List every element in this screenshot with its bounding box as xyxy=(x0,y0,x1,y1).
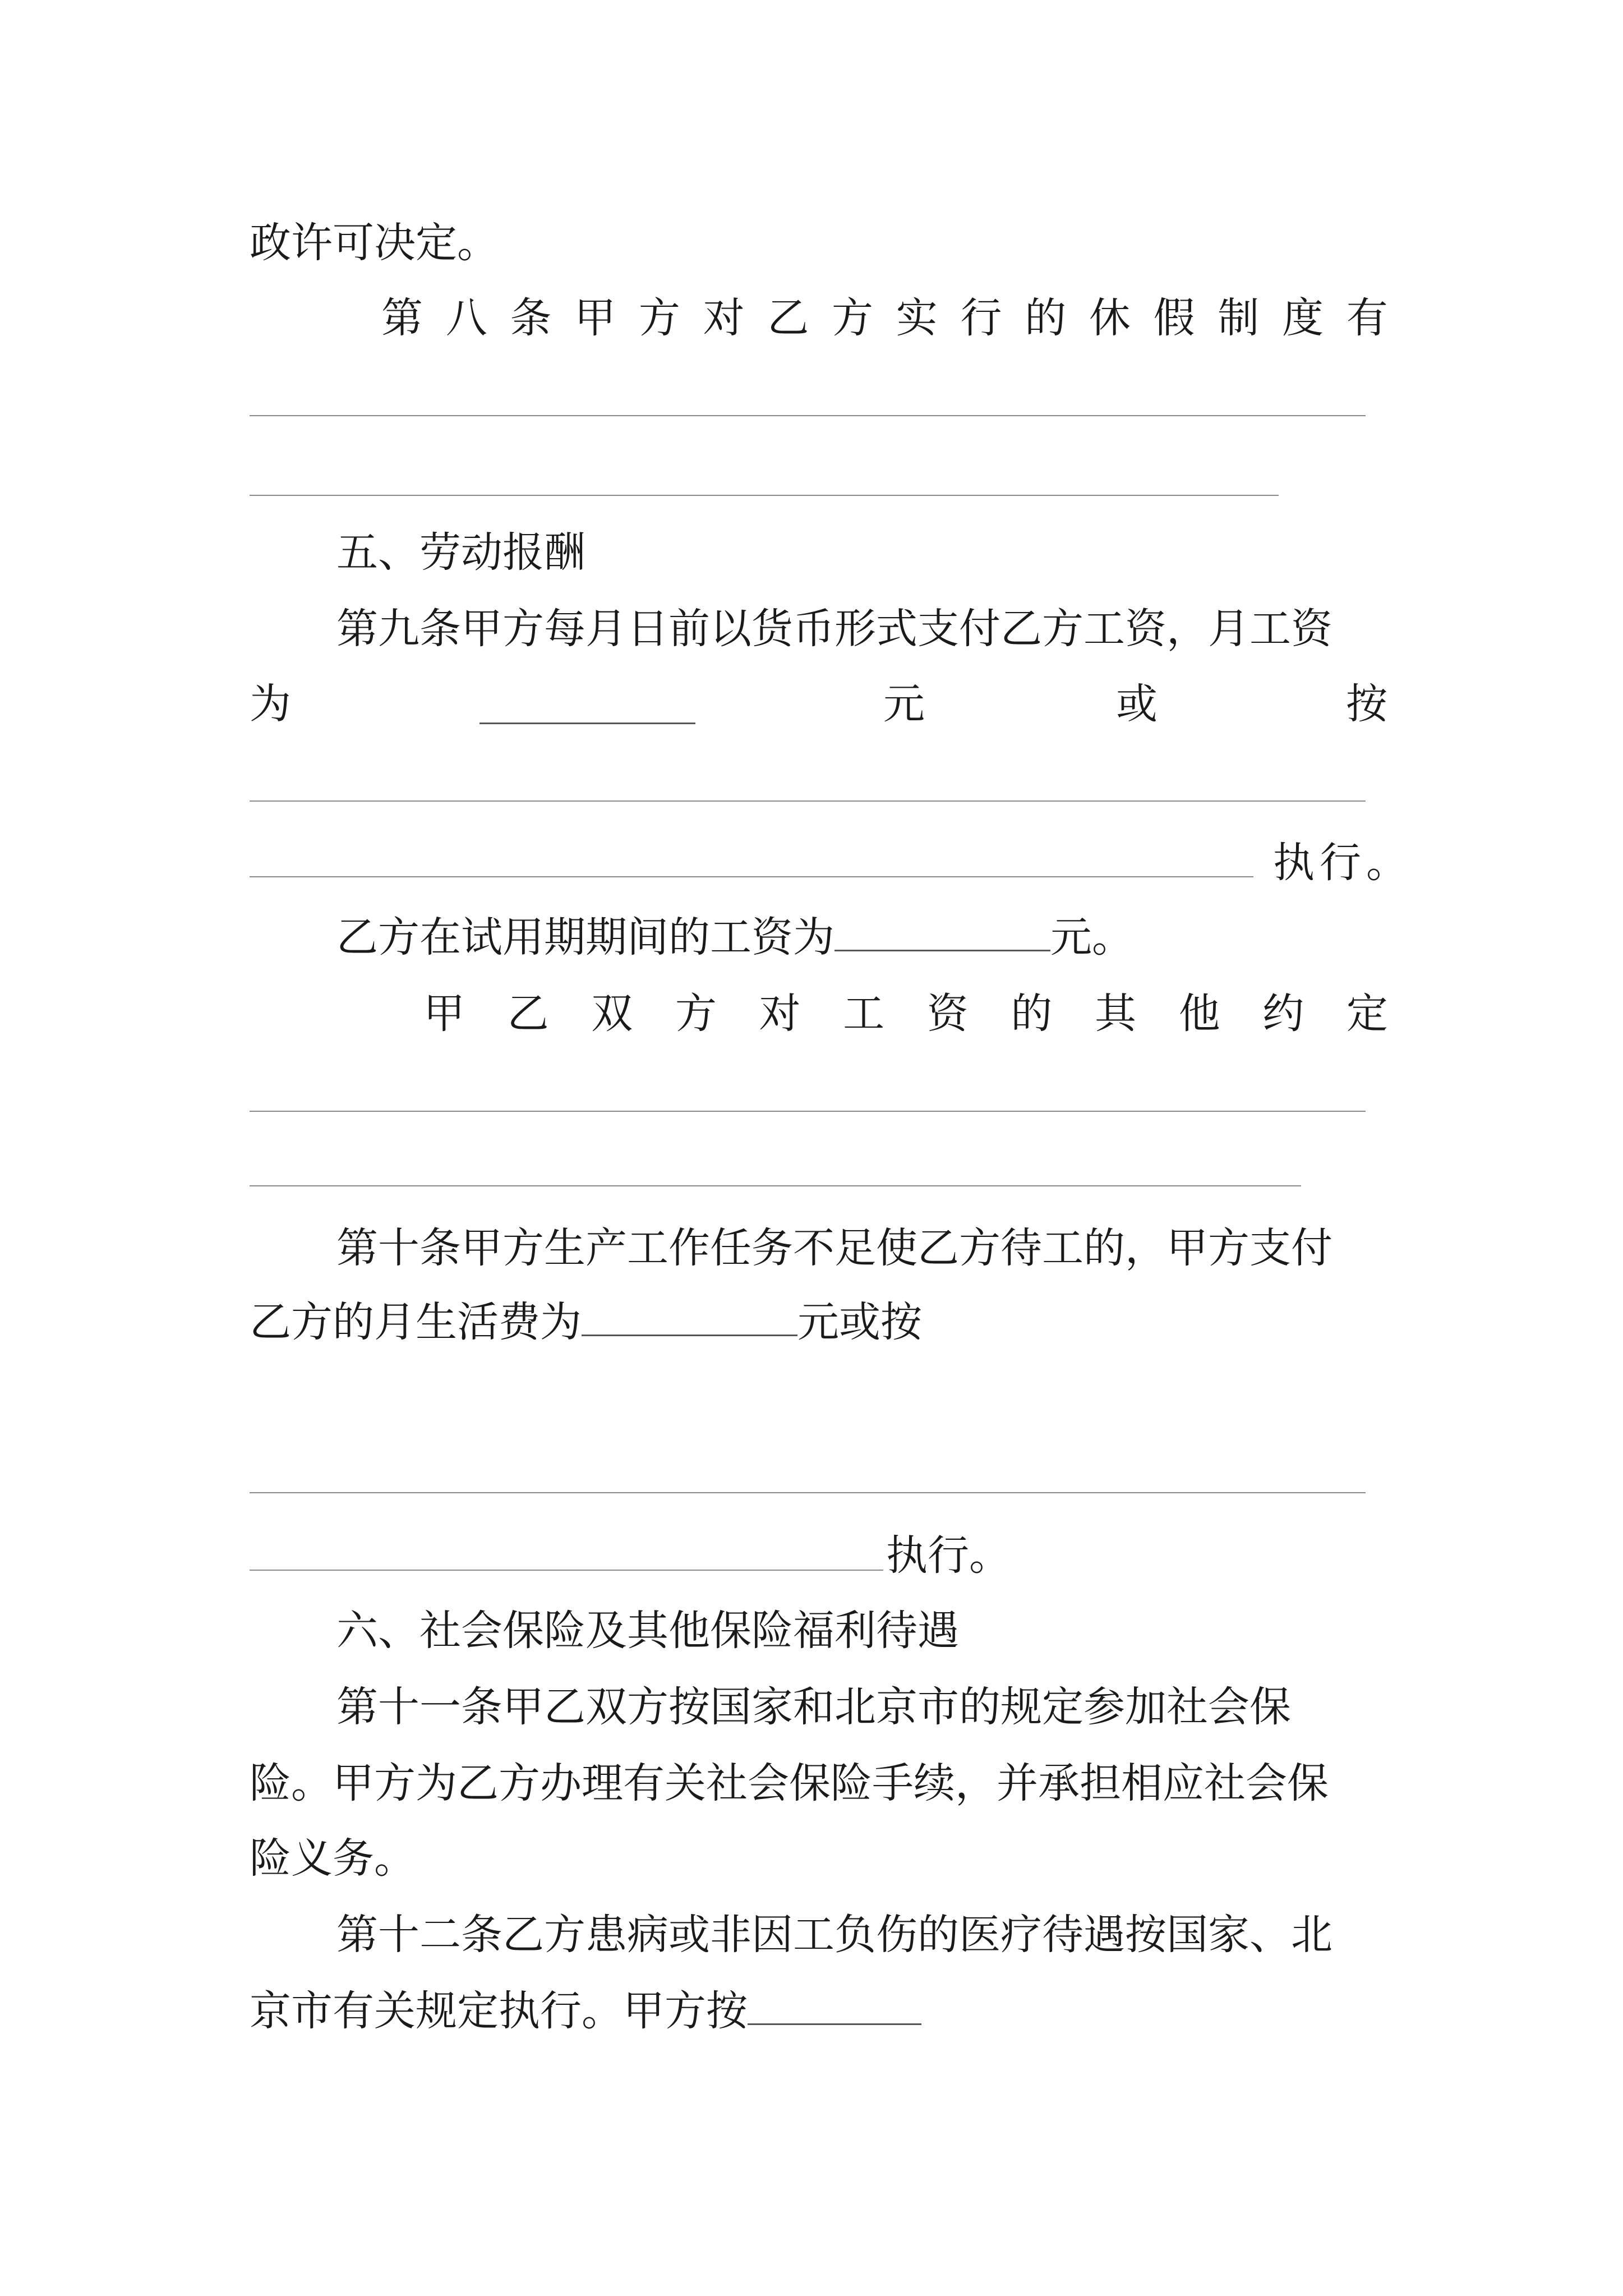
spaced-char: 双 xyxy=(591,990,633,1038)
trial-salary-unit: 元。 xyxy=(1050,913,1133,961)
spaced-char: 的 xyxy=(1025,294,1067,342)
spaced-char: 行 xyxy=(1320,839,1361,887)
living-expense-tail: 元或按 xyxy=(797,1298,922,1346)
section-title: 六、社会保险及其他保险福利待遇 xyxy=(336,1607,959,1655)
spaced-char: 对 xyxy=(703,294,745,342)
spaced-char: 有 xyxy=(1346,294,1388,342)
spaced-char: 八 xyxy=(445,294,487,342)
trial-salary-blank[interactable] xyxy=(834,910,1050,951)
fill-in-rule xyxy=(250,876,1253,877)
article-12-text: 第十二条乙方患病或非因工负伤的医疗待遇按国家、北 xyxy=(336,1911,1332,1959)
article-12-text: 京市有关规定执行。甲方按 xyxy=(250,1987,748,2035)
section-heading-6 xyxy=(336,1600,1475,1662)
spaced-char: 的 xyxy=(1011,990,1053,1038)
fill-in-rule xyxy=(250,415,1366,416)
living-expense-blank[interactable] xyxy=(582,1295,797,1336)
spaced-char: 对 xyxy=(759,990,801,1038)
living-expense-text: 乙方的月生活费为 xyxy=(250,1298,582,1346)
trial-salary-line xyxy=(336,907,1388,968)
spaced-char: 方 xyxy=(675,990,717,1038)
spaced-char: 定 xyxy=(1346,990,1388,1038)
spaced-char: 制 xyxy=(1218,294,1260,342)
article-12-line xyxy=(336,1904,1388,1966)
medical-blank[interactable] xyxy=(748,1984,921,2025)
article-9-salary-line xyxy=(250,673,1388,735)
spaced-char: 休 xyxy=(1089,294,1131,342)
article-9-text: 第九条甲方每月日前以货币形式支付乙方工资，月工资 xyxy=(336,605,1332,653)
paragraph-line xyxy=(250,212,1388,274)
article-10-exec xyxy=(886,1525,1054,1586)
fill-in-rule xyxy=(250,1111,1366,1112)
spaced-char: 其 xyxy=(1095,990,1136,1038)
spaced-char: 第 xyxy=(381,294,423,342)
article-11-line xyxy=(250,1752,1388,1814)
fill-in-rule xyxy=(250,1492,1366,1493)
spaced-char: 约 xyxy=(1262,990,1304,1038)
spaced-char: 他 xyxy=(1178,990,1220,1038)
article-11-line xyxy=(336,1676,1388,1738)
spaced-char: 执 xyxy=(1273,839,1315,887)
spaced-char: 。 xyxy=(1366,839,1408,887)
spaced-char: 度 xyxy=(1282,294,1324,342)
spaced-char: 甲 xyxy=(574,294,616,342)
text-an: 按 xyxy=(1346,680,1387,728)
spaced-char: 方 xyxy=(832,294,874,342)
text-wei: 为 xyxy=(250,680,291,728)
fill-in-rule xyxy=(250,495,1279,496)
text-huo: 或 xyxy=(1116,680,1158,728)
article-12-line xyxy=(250,1980,1388,2042)
fill-in-rule xyxy=(250,800,1366,802)
article-11-text: 险。甲方为乙方办理有关社会保险手续，并承担相应社会保 xyxy=(250,1759,1329,1807)
spaced-char: 乙 xyxy=(767,294,809,342)
spaced-char: 资 xyxy=(926,990,969,1038)
article-9-line xyxy=(336,598,1388,660)
execute-text: 执行。 xyxy=(886,1531,1011,1580)
fill-in-rule xyxy=(250,1185,1301,1186)
spaced-char: 乙 xyxy=(507,990,549,1038)
article-10-text: 第十条甲方生产工作任务不足使乙方待工的，甲方支付 xyxy=(336,1224,1332,1272)
trial-salary-text: 乙方在试用期期间的工资为 xyxy=(336,913,834,961)
section-heading-5 xyxy=(336,522,1475,583)
monthly-salary-blank[interactable] xyxy=(479,683,695,724)
article-10-living-line xyxy=(250,1291,1388,1353)
article-10-line xyxy=(336,1217,1388,1279)
spaced-char: 甲 xyxy=(423,990,465,1038)
spaced-char: 方 xyxy=(638,294,680,342)
article-11-text: 第十一条甲乙双方按国家和北京市的规定参加社会保 xyxy=(336,1683,1291,1731)
text-continuation: 政许可决定。 xyxy=(250,219,499,267)
text-yuan: 元 xyxy=(883,680,925,728)
fill-in-rule xyxy=(250,1570,883,1571)
spaced-char: 假 xyxy=(1153,294,1195,342)
spaced-char: 条 xyxy=(510,294,552,342)
article-11-line xyxy=(250,1828,1388,1889)
article-8-line xyxy=(381,287,1388,349)
other-agreement-line xyxy=(423,983,1388,1045)
execute-text xyxy=(1273,832,1408,894)
article-11-text: 险义务。 xyxy=(250,1834,416,1883)
spaced-char: 行 xyxy=(960,294,1002,342)
spaced-char: 实 xyxy=(896,294,938,342)
spaced-char: 工 xyxy=(843,990,885,1038)
section-title: 五、劳动报酬 xyxy=(336,528,585,577)
